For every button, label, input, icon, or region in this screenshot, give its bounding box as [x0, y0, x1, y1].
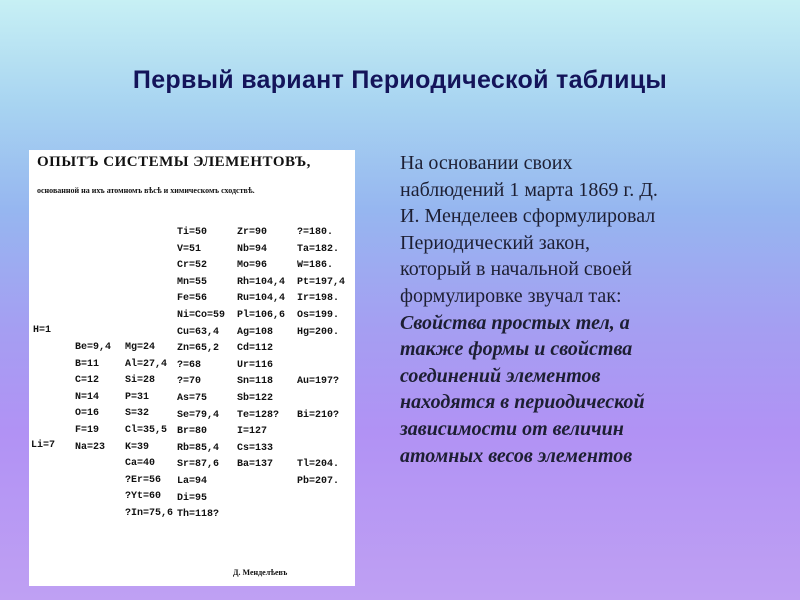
element-entry: S=32: [125, 408, 150, 420]
element-entry: Ir=198.: [297, 293, 340, 305]
law-statement-line: соединений элементов: [400, 364, 601, 387]
element-entry: Th=118?: [177, 509, 220, 521]
element-entry: Te=128?: [237, 409, 280, 421]
description-text: [400, 150, 770, 469]
element-entry: Zn=65,2: [177, 343, 220, 355]
element-entry: Sb=122: [237, 393, 274, 404]
element-entry: ?=70: [177, 376, 202, 388]
element-entry: Na=23: [75, 441, 106, 453]
element-entry: Be=9,4: [75, 342, 112, 353]
element-entry: Ta=182.: [297, 243, 340, 255]
element-entry: Br=80: [177, 426, 208, 438]
element-entry: F=19: [75, 425, 100, 436]
element-entry: P=31: [125, 391, 150, 403]
element-entry: Di=95: [177, 492, 208, 504]
element-entry: Fe=56: [177, 293, 208, 305]
element-entry: Zr=90: [237, 227, 268, 238]
element-entry: Si=28: [125, 375, 156, 387]
element-entry: O=16: [75, 408, 100, 420]
intro-line: Периодический закон,: [400, 231, 590, 254]
element-entry: Ur=116: [237, 359, 274, 371]
document-heading: ОПЫТЪ СИСТЕМЫ ЭЛЕМЕНТОВЪ,: [37, 154, 311, 170]
law-statement-line: зависимости от величин: [400, 417, 624, 440]
element-entry: Rh=104,4: [237, 276, 286, 288]
element-entry: N=14: [75, 391, 100, 403]
law-statement-line: атомных весов элементов: [400, 444, 633, 467]
periodic-table-scan: [29, 150, 355, 586]
element-entry: Cu=63,4: [177, 326, 220, 338]
element-entry: Mn=55: [177, 276, 208, 288]
element-entry: Ca=40: [125, 458, 156, 470]
element-entry: I=127: [237, 426, 268, 438]
element-entry: Sn=118: [237, 376, 274, 388]
element-entry: Al=27,4: [125, 358, 168, 370]
element-entry: Sr=87,6: [177, 459, 220, 471]
element-entry: Ag=108: [237, 326, 274, 338]
element-entry: K=39: [125, 441, 150, 453]
slide-title: Первый вариант Периодической таблицы: [132, 66, 668, 94]
intro-line: который в начальной своей: [400, 258, 632, 281]
element-entry: Cs=133: [237, 442, 274, 454]
element-entry: ?In=75,6: [125, 508, 174, 519]
element-entry: Rb=85,4: [177, 442, 220, 454]
element-entry: Ni=Co=59: [177, 310, 226, 321]
element-entry: Bi=210?: [297, 409, 340, 421]
element-entry: ?Yt=60: [125, 491, 162, 503]
element-entry: Pl=106,6: [237, 310, 286, 321]
element-entry: B=11: [75, 358, 100, 370]
element-entry: Pt=197,4: [297, 276, 346, 288]
element-entry: As=75: [177, 393, 208, 404]
element-entry: Ba=137: [237, 459, 274, 471]
element-entry: ?=180.: [297, 227, 334, 238]
element-entry: Pb=207.: [297, 476, 340, 487]
element-entry: Nb=94: [237, 243, 268, 255]
element-entry: Cl=35,5: [125, 425, 168, 436]
element-entry: H=1: [33, 325, 52, 336]
intro-line: И. Менделеев сформулировал: [400, 205, 656, 228]
element-entry: Cr=52: [177, 260, 208, 272]
document-signature: Д. Менделѣевъ: [233, 568, 288, 577]
law-statement-line: находятся в периодической: [400, 391, 645, 414]
element-entry: Os=199.: [297, 310, 340, 321]
law-statement-line: Свойства простых тел, а: [400, 311, 630, 334]
element-entry: La=94: [177, 476, 208, 487]
element-entry: ?=68: [177, 359, 202, 371]
intro-line: наблюдений 1 марта 1869 г. Д.: [400, 178, 658, 201]
intro-line: формулировке звучал так:: [400, 284, 622, 307]
intro-line: На основании своих: [400, 152, 573, 174]
element-entry: Mo=96: [237, 260, 268, 272]
element-entry: V=51: [177, 243, 202, 255]
element-entry: Tl=204.: [297, 459, 340, 471]
element-entry: Au=197?: [297, 376, 340, 388]
element-entry: ?Er=56: [125, 474, 162, 486]
element-entry: C=12: [75, 375, 100, 387]
element-entry: Ru=104,4: [237, 293, 286, 305]
element-entry: Cd=112: [237, 343, 274, 355]
element-entry: Ti=50: [177, 227, 208, 238]
document-subheading: основанной на ихъ атомномъ вѣсѣ и химическомъ сходствѣ.: [37, 186, 255, 195]
element-entry: Mg=24: [125, 342, 156, 353]
element-entry: Hg=200.: [297, 326, 340, 338]
law-statement-line: также формы и свойства: [400, 338, 633, 361]
element-entry: Se=79,4: [177, 409, 220, 421]
element-entry: W=186.: [297, 260, 334, 272]
element-entry: Li=7: [31, 440, 56, 451]
